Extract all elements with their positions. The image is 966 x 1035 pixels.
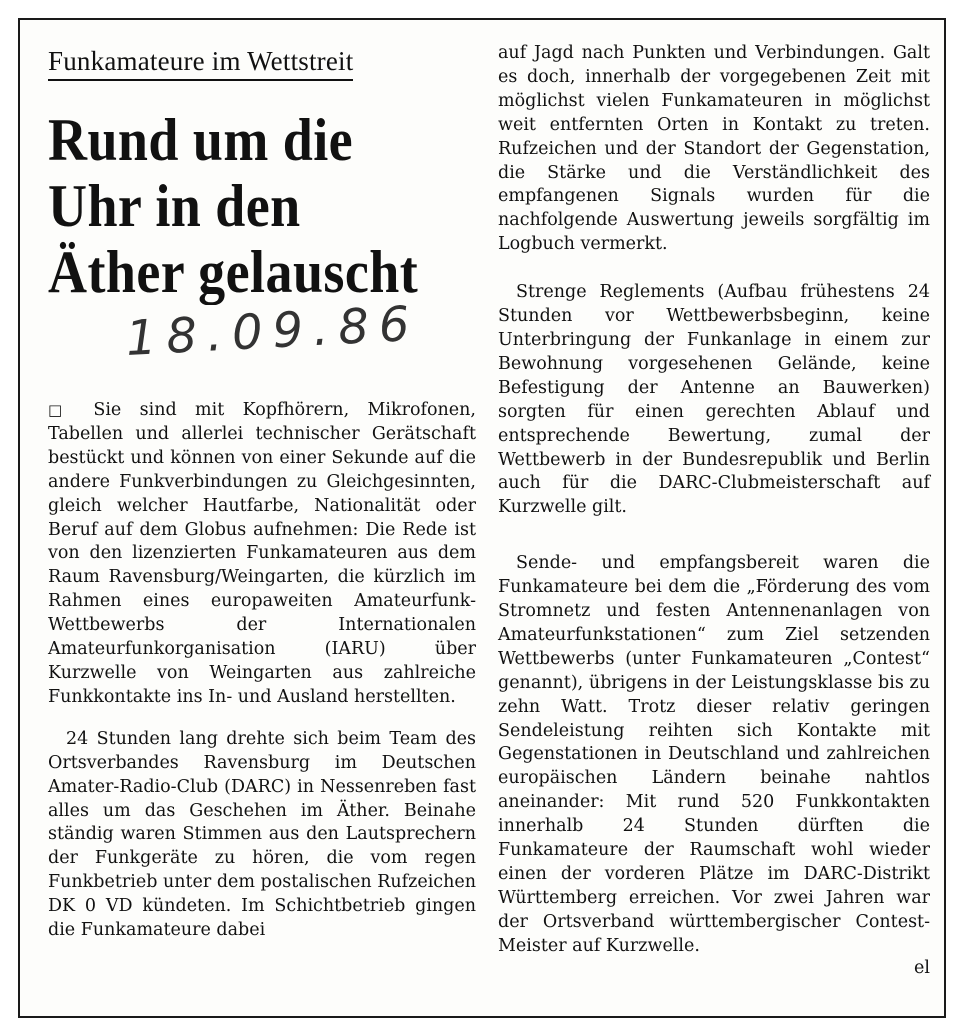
article-paragraph-4: Strenge Reglements (Aufbau frühestens 24 Stunden vor Wettbewerbsbeginn, keine Unterbringung der Funkanlage in einem zur Bewohnung vorgesehenen Gelände, keine Befestigung der Antenne an Bauwerken) sorgten für einen gerechten Ablauf und entsprechende Bewertung, zumal der Wettbewerb in der Bundesrepublik und Berlin auch für die DARC-Clubmeisterschaft auf Kurzwelle gilt. [498,282,930,518]
handwritten-date: 18.09.86 [124,295,421,367]
headline-line-1: Rund um die [48,107,354,173]
paragraph-1-text: Sie sind mit Kopfhörern, Mikrofonen, Tabellen und allerlei technischer Gerätschaft bestückt und können von einer Sekunde auf die andere Funkverbindungen zu Gleichgesinnten, gleich welcher Hautfarbe, Nationalität oder Beruf auf dem Globus aufnehmen: Die Rede ist von den lizenzierten Funkamateuren aus dem Raum Ravensburg/Weingarten, die kürzlich im Rahmen eines europaweiten Amateurfunk-Wettbewerbs der Internationalen Amateurfunkorganisation (IARU) über Kurzwelle von Weingarten aus zahlreiche Funkkontakte ins In- und Ausland herstellten. [48,400,476,707]
right-column [498,42,930,979]
headline [48,107,433,305]
headline-line-2: Uhr in den [48,173,301,239]
newspaper-clipping [18,18,946,1018]
left-column [36,34,476,943]
article-paragraph-1 [48,399,476,710]
article-paragraph-2: 24 Stunden lang drehte sich beim Team des Ortsverbandes Ravensburg im Deutschen Amater-Radio-Club (DARC) in Nessenreben fast alles um das Geschehen im Äther. Beinahe ständig waren Stimmen aus den Lautsprechern der Funkgeräte zu hören, die vom regen Funkbetrieb unter dem postalischen Rufzeichen DK 0 VD kündeten. Im Schichtbetrieb gingen die Funkamateure dabei [48,728,476,941]
headline-line-3: Äther gelauscht [48,239,419,305]
paragraph-box-icon: □ [48,401,75,419]
article-paragraph-3: auf Jagd nach Punkten und Verbindungen. Galt es doch, innerhalb der vorgegebenen Zeit mit möglichst vielen Funkamateuren in möglichst weit entfernten Orten in Kontakt zu treten. Rufzeichen und der Standort der Gegenstation, die Stärke und die Verständlichkeit des empfangenen Signals wurden für die nachfolgende Auswertung jeweils sorgfältig im Logbuch vermerkt. [498,43,930,255]
article-paragraph-5: Sende- und empfangsbereit waren die Funkamateure bei dem die „Förderung des vom Stromnetz und festen Antennenanlagen von Amateurfunkstationen“ zum Ziel setzenden Wettbewerbs (unter Funkamateuren „Contest“ genannt), übrigens in der Leistungsklasse bis zu zehn Watt. Trotz dieser relativ geringen Sendeleistung reihten sich Kontakte mit Gegenstationen in Deutschland und zahlreichen europäischen Ländern beinahe nahtlos aneinander: Mit rund 520 Funkkontakten innerhalb 24 Stunden dürften die Funkamateure der Raumschaft wohl wieder einen der vorderen Plätze im DARC-Distrikt Württemberg erreichen. Vor zwei Jahren war der Ortsverband württembergischer Contest-Meister auf Kurzwelle. [498,553,930,956]
author-signature: el [914,957,930,978]
kicker: Funkamateure im Wettstreit [48,46,353,81]
